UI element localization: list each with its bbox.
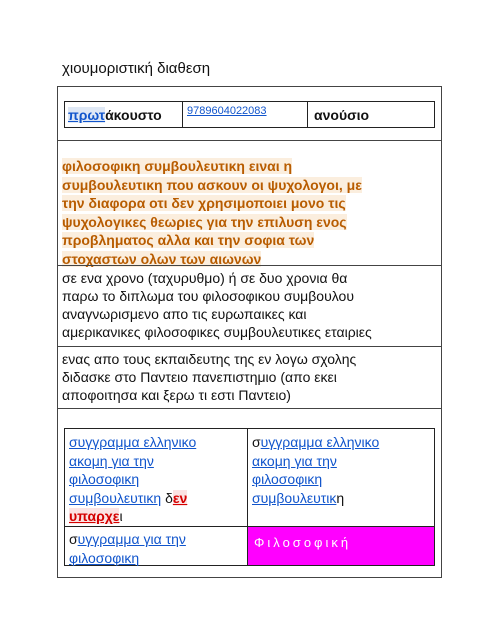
row-divider [58, 265, 441, 266]
header-text: χιουμοριστική διαθεση [62, 60, 211, 77]
red-fragment: εν [172, 489, 188, 506]
book-link[interactable]: φιλοσοφικη [69, 471, 140, 487]
row-divider [58, 140, 441, 141]
rating-cell [308, 102, 434, 127]
instructor-line: ενας απο τους εκπαιδευτης της εν λογω σχολης [62, 351, 357, 367]
books-table [64, 428, 435, 566]
diploma-line: αναγνωρισμενο απο τις ευρωπαικες και [62, 306, 307, 322]
book-link[interactable]: υγγραμμα για την [77, 531, 186, 547]
definition-line: την διαφορα οτι δεν χρησιμοποιει μονο τις [62, 195, 346, 211]
philosophy-label: Φιλοσοφική [254, 535, 352, 550]
diploma-line: παρω το διπλωμα του φιλοσοφικου συμβουλου [62, 288, 354, 304]
isbn-link[interactable]: 9789604022083 [187, 105, 267, 117]
book-link[interactable]: συμβουλευτικ [252, 489, 337, 506]
first-heard-link[interactable]: πρωτ [68, 106, 106, 123]
plain-fragment: η [336, 489, 345, 506]
definition-line: φιλοσοφικη συμβουλευτικη ειναι η [62, 158, 293, 174]
definition-line: συμβουλευτικη που ασκουν οι ψυχολογοι, με [62, 176, 362, 193]
philosophy-book-cell [69, 530, 245, 567]
book-link[interactable]: συγγραμμα ελληνικο [69, 434, 197, 450]
first-heard-rest: άκουστο [105, 106, 162, 123]
book-link[interactable]: ακομη για την [69, 452, 154, 469]
definition-line: στοχαστων ολων των αιωνων [62, 250, 262, 267]
instructor-line: διδασκε στο Παντειο πανεπιστημιο (απο εκει [62, 369, 337, 385]
info-table [64, 101, 435, 128]
plain-fragment: ι [119, 508, 123, 524]
book-link[interactable]: ακομη για την [252, 452, 337, 469]
book-link[interactable]: συμβουλευτικη [69, 489, 162, 506]
definition-paragraph [62, 157, 438, 268]
rating-text: ανούσιο [314, 106, 370, 123]
red-fragment: υπαρχε [69, 508, 120, 524]
instructor-paragraph [62, 350, 440, 404]
outer-table [57, 86, 442, 578]
book-link[interactable]: υγγραμμα ελληνικο [260, 434, 380, 450]
instructor-line: αποφοιτησα και ξερω τι εστι Παντειο) [62, 387, 291, 403]
row-divider [58, 408, 441, 409]
isbn-cell [183, 102, 308, 127]
diploma-paragraph [62, 269, 440, 341]
status-cell [65, 102, 183, 127]
diploma-line: σε ενα χρονο (ταχυρυθμο) ή σε δυο χρονια θα [62, 270, 348, 286]
definition-line: ψυχολογικες θεωριες για την επιλυση ενος [62, 213, 347, 230]
book-link[interactable]: φιλοσοφικη [69, 549, 140, 566]
greek-book-cell-2 [252, 433, 432, 507]
book-link[interactable]: φιλοσοφικη [252, 471, 323, 487]
plain-fragment: δ [161, 489, 173, 506]
plain-fragment: σ [69, 531, 78, 547]
plain-fragment: σ [252, 434, 261, 450]
philosophy-highlight-cell [248, 527, 434, 565]
definition-line: προβληματος αλλα και την σοφια των [62, 232, 315, 248]
greek-book-cell [69, 433, 245, 526]
diploma-line: αμερικανικες φιλοσοφικες συμβουλευτικες εταιριες [62, 324, 372, 340]
row-divider [58, 346, 441, 347]
